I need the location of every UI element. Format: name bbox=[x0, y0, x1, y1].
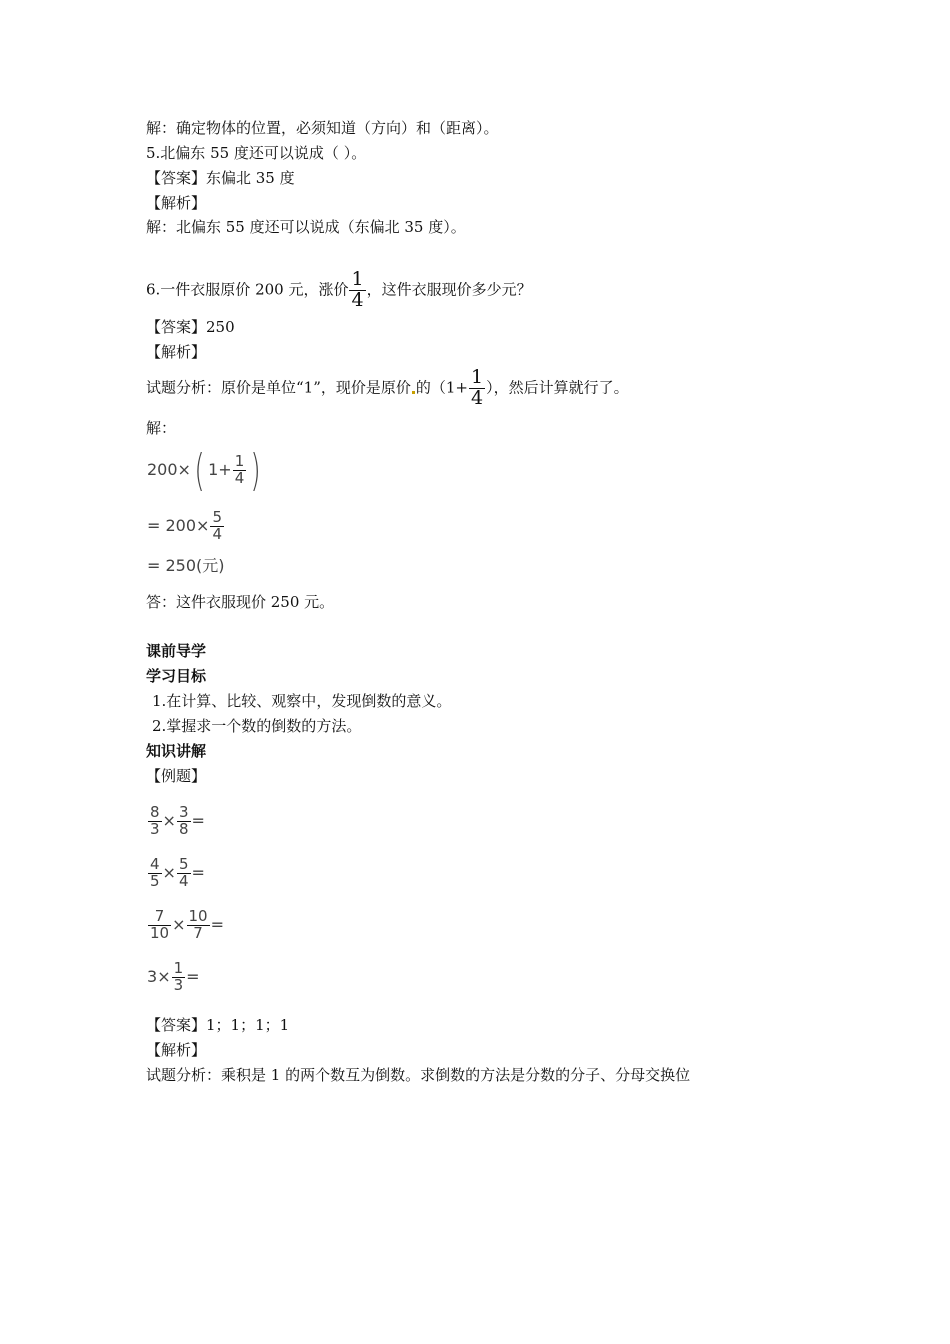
fraction-denominator: 4 bbox=[351, 288, 364, 311]
equals-sign: = bbox=[191, 863, 205, 882]
analysis-text: 试题分析：乘积是 1 的两个数互为倒数。求倒数的方法是分数的分子、分母交换位 bbox=[146, 1066, 691, 1084]
whole-number: 3 bbox=[147, 967, 158, 986]
fraction-denominator: 8 bbox=[178, 820, 189, 838]
example-label: 【例题】 bbox=[146, 767, 207, 785]
fraction-left bbox=[148, 909, 171, 942]
analysis-text-a: 试题分析：原价是单位“1”，现价是原价 bbox=[146, 378, 411, 397]
fraction-five-fourths bbox=[210, 510, 224, 543]
fraction-denominator: 4 bbox=[471, 386, 484, 409]
knowledge-heading: 知识讲解 bbox=[146, 742, 207, 760]
fraction-denominator: 5 bbox=[150, 872, 160, 890]
fraction-denominator: 3 bbox=[150, 820, 160, 838]
equals-sign: = bbox=[191, 811, 205, 830]
section-title: 课前导学 bbox=[146, 642, 207, 660]
answer-line: 【答案】1；1；1；1 bbox=[146, 1016, 290, 1034]
fraction-one-quarter bbox=[469, 368, 485, 409]
calc-step-3: = 250(元) bbox=[147, 556, 225, 575]
fraction-one-quarter bbox=[233, 454, 247, 487]
calc-step-2 bbox=[147, 506, 225, 546]
equals-sign: = bbox=[186, 967, 200, 986]
fraction-right bbox=[187, 909, 210, 942]
solution-label: 解： bbox=[146, 419, 177, 437]
analysis-label: 【解析】 bbox=[146, 194, 207, 212]
answer-line: 【答案】250 bbox=[146, 318, 235, 336]
fraction-numerator: 5 bbox=[212, 508, 222, 527]
goals-heading: 学习目标 bbox=[146, 667, 207, 685]
fraction-denominator: 10 bbox=[150, 924, 170, 942]
analysis-text-c: ），然后计算就行了。 bbox=[486, 378, 629, 397]
analysis-text bbox=[146, 368, 629, 409]
fraction-numerator: 1 bbox=[351, 268, 364, 290]
fraction-numerator: 1 bbox=[471, 366, 484, 388]
times-sign: × bbox=[162, 811, 176, 830]
times-sign: × bbox=[162, 863, 176, 882]
times-sign: × bbox=[157, 967, 171, 986]
question-6 bbox=[146, 270, 532, 311]
analysis-label: 【解析】 bbox=[146, 1041, 207, 1059]
fraction-numerator: 5 bbox=[178, 855, 189, 874]
left-paren: ( bbox=[194, 444, 205, 496]
fraction-right bbox=[177, 857, 191, 890]
fraction-left bbox=[148, 857, 162, 890]
fraction-denominator: 4 bbox=[178, 872, 189, 890]
emphasis-dot bbox=[412, 391, 415, 394]
goal-item: 2.掌握求一个数的倒数的方法。 bbox=[152, 717, 362, 735]
fraction-numerator: 1 bbox=[173, 959, 184, 978]
calc-step-1 bbox=[147, 446, 264, 494]
fraction-denominator: 7 bbox=[193, 924, 203, 942]
final-answer: 答：这件衣服现价 250 元。 bbox=[146, 593, 335, 611]
right-paren: ) bbox=[250, 444, 262, 496]
question-5: 5.北偏东 55 度还可以说成（ ）。 bbox=[146, 144, 367, 162]
fraction-right bbox=[177, 805, 191, 838]
times-sign: × bbox=[172, 915, 186, 934]
goal-item: 1.在计算、比较、观察中，发现倒数的意义。 bbox=[152, 692, 452, 710]
fraction-left bbox=[148, 805, 162, 838]
solution-line: 解：北偏东 55 度还可以说成（东偏北 35 度）。 bbox=[146, 218, 466, 236]
fraction-denominator: 4 bbox=[212, 525, 222, 543]
question-6-text-a: 6.一件衣服原价 200 元，涨价 bbox=[146, 280, 349, 299]
answer-line: 【答案】东偏北 35 度 bbox=[146, 169, 295, 187]
fraction-right bbox=[172, 961, 186, 994]
text-line: 解：确定物体的位置，必须知道（方向）和（距离）。 bbox=[146, 119, 499, 137]
example-expression bbox=[147, 903, 224, 947]
example-expression bbox=[147, 799, 205, 843]
fraction-denominator: 3 bbox=[173, 976, 184, 994]
question-6-text-b: ，这件衣服现价多少元？ bbox=[366, 280, 532, 299]
fraction-numerator: 7 bbox=[148, 909, 171, 926]
fraction-numerator: 4 bbox=[150, 855, 160, 874]
calc-text: 200× bbox=[147, 460, 191, 479]
fraction-numerator: 1 bbox=[234, 452, 245, 471]
equals-sign: = bbox=[210, 915, 224, 934]
fraction-one-quarter bbox=[349, 270, 365, 311]
fraction-numerator: 10 bbox=[188, 907, 208, 926]
calc-text: 1+ bbox=[208, 460, 232, 479]
fraction-numerator: 8 bbox=[150, 803, 160, 822]
analysis-label: 【解析】 bbox=[146, 343, 207, 361]
analysis-text-b: 的（1+ bbox=[415, 378, 469, 397]
fraction-denominator: 4 bbox=[234, 469, 245, 487]
example-expression bbox=[147, 851, 205, 895]
calc-text: = 200× bbox=[147, 516, 210, 535]
fraction-numerator: 3 bbox=[178, 803, 189, 822]
example-expression bbox=[147, 955, 200, 999]
